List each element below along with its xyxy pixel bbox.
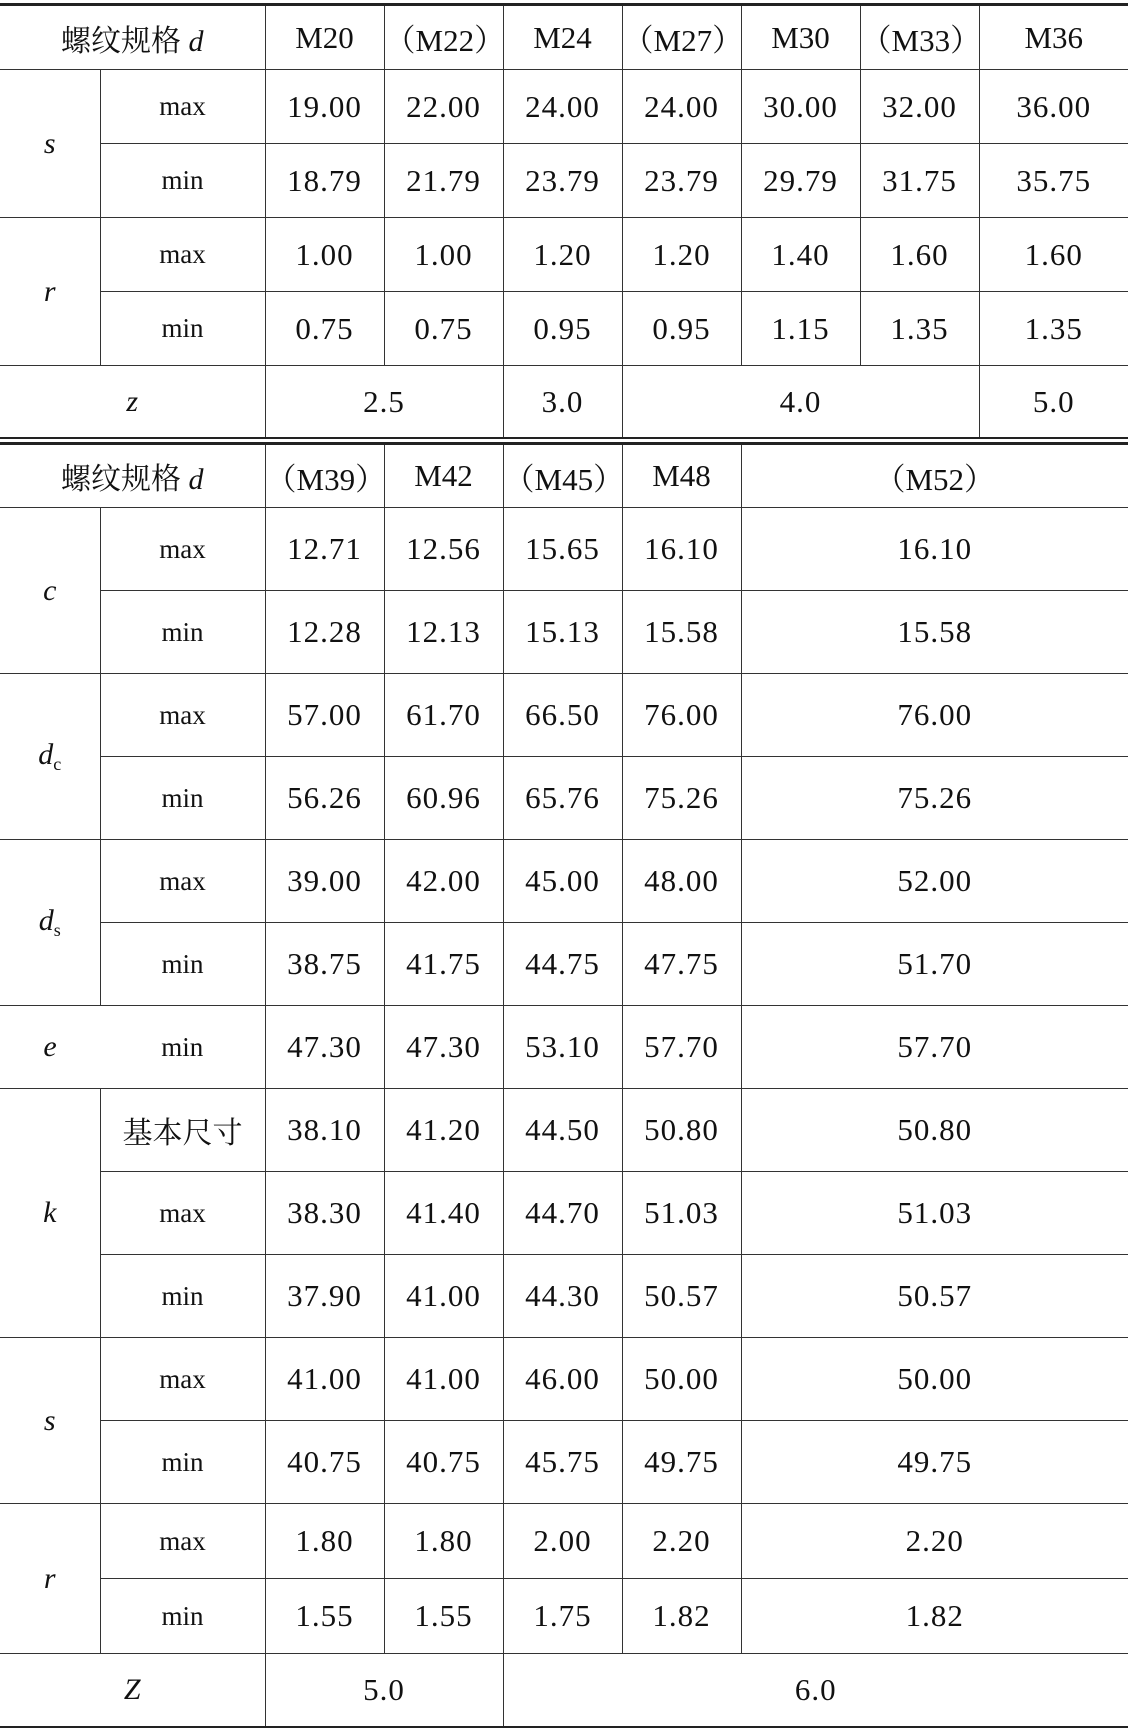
- value-cell: 1.82: [622, 1579, 741, 1654]
- value-cell: 0.95: [503, 292, 622, 366]
- value-cell: 39.00: [265, 840, 384, 923]
- value-cell: 35.75: [979, 144, 1128, 218]
- value-cell: 61.70: [384, 674, 503, 757]
- value-cell: 18.79: [265, 144, 384, 218]
- value-cell: 1.75: [503, 1579, 622, 1654]
- value-cell: 49.75: [741, 1421, 1128, 1504]
- value-cell: 5.0: [979, 366, 1128, 438]
- value-cell: 1.55: [384, 1579, 503, 1654]
- value-cell: 29.79: [741, 144, 860, 218]
- value-cell: 66.50: [503, 674, 622, 757]
- symbol-d: d: [38, 904, 54, 937]
- symbol-s: s: [0, 70, 100, 218]
- value-cell: 3.0: [503, 366, 622, 438]
- value-cell: 1.80: [265, 1504, 384, 1579]
- size-cell: （M45）: [503, 444, 622, 508]
- value-cell: 21.79: [384, 144, 503, 218]
- value-cell: 15.58: [622, 591, 741, 674]
- size-cell: （M52）: [741, 444, 1128, 508]
- symbol-ds: [0, 840, 100, 1006]
- value-cell: 2.00: [503, 1504, 622, 1579]
- value-cell: 46.00: [503, 1338, 622, 1421]
- row-label: max: [100, 1338, 265, 1421]
- table-row: [0, 840, 1128, 923]
- size-cell: （M33）: [860, 5, 979, 70]
- table-row: [0, 591, 1128, 674]
- table-row: [0, 1421, 1128, 1504]
- value-cell: 41.40: [384, 1172, 503, 1255]
- value-cell: 36.00: [979, 70, 1128, 144]
- row-label: max: [100, 674, 265, 757]
- table-row: [0, 1089, 1128, 1172]
- value-cell: 47.75: [622, 923, 741, 1006]
- table-row: [0, 366, 1128, 438]
- header-variable: d: [188, 463, 204, 496]
- row-label: min: [100, 591, 265, 674]
- table-row: [0, 144, 1128, 218]
- value-cell: 53.10: [503, 1006, 622, 1089]
- symbol-dc: [0, 674, 100, 840]
- value-cell: 2.5: [265, 366, 503, 438]
- value-cell: 1.82: [741, 1579, 1128, 1654]
- symbol-subscript: s: [53, 920, 61, 940]
- value-cell: 1.00: [265, 218, 384, 292]
- value-cell: 45.00: [503, 840, 622, 923]
- value-cell: 22.00: [384, 70, 503, 144]
- value-cell: 50.80: [741, 1089, 1128, 1172]
- row-label: max: [100, 70, 265, 144]
- symbol-s: s: [0, 1338, 100, 1504]
- value-cell: 51.03: [741, 1172, 1128, 1255]
- value-cell: 47.30: [265, 1006, 384, 1089]
- thread-spec-table-2: [0, 442, 1128, 1728]
- value-cell: 51.70: [741, 923, 1128, 1006]
- symbol-c: c: [0, 508, 100, 674]
- header-variable: d: [188, 24, 204, 58]
- value-cell: 16.10: [622, 508, 741, 591]
- symbol-Z: Z: [0, 1654, 265, 1727]
- table-row: [0, 674, 1128, 757]
- symbol-r: r: [0, 218, 100, 366]
- value-cell: 45.75: [503, 1421, 622, 1504]
- value-cell: 16.10: [741, 508, 1128, 591]
- row-label: max: [100, 218, 265, 292]
- value-cell: 49.75: [622, 1421, 741, 1504]
- value-cell: 2.20: [741, 1504, 1128, 1579]
- value-cell: 41.00: [265, 1338, 384, 1421]
- value-cell: 5.0: [265, 1654, 503, 1727]
- row-label: max: [100, 1172, 265, 1255]
- table-row: [0, 70, 1128, 144]
- value-cell: 1.20: [622, 218, 741, 292]
- value-cell: 38.75: [265, 923, 384, 1006]
- value-cell: 57.00: [265, 674, 384, 757]
- value-cell: 42.00: [384, 840, 503, 923]
- table-row: [0, 292, 1128, 366]
- value-cell: 40.75: [265, 1421, 384, 1504]
- row-label: max: [100, 840, 265, 923]
- value-cell: 31.75: [860, 144, 979, 218]
- value-cell: 2.20: [622, 1504, 741, 1579]
- value-cell: 37.90: [265, 1255, 384, 1338]
- table-row: [0, 757, 1128, 840]
- value-cell: 44.50: [503, 1089, 622, 1172]
- table-row: [0, 1172, 1128, 1255]
- table-row: [0, 444, 1128, 508]
- value-cell: 60.96: [384, 757, 503, 840]
- size-cell: M20: [265, 5, 384, 70]
- value-cell: 24.00: [503, 70, 622, 144]
- symbol-r: r: [0, 1504, 100, 1654]
- value-cell: 50.57: [622, 1255, 741, 1338]
- size-cell: M42: [384, 444, 503, 508]
- value-cell: 65.76: [503, 757, 622, 840]
- value-cell: 44.70: [503, 1172, 622, 1255]
- table-row: [0, 1579, 1128, 1654]
- value-cell: 1.55: [265, 1579, 384, 1654]
- table-row: [0, 1654, 1128, 1727]
- value-cell: 56.26: [265, 757, 384, 840]
- table-row: [0, 508, 1128, 591]
- value-cell: 15.58: [741, 591, 1128, 674]
- value-cell: 76.00: [622, 674, 741, 757]
- value-cell: 15.13: [503, 591, 622, 674]
- value-cell: 4.0: [622, 366, 979, 438]
- row-label: min: [100, 923, 265, 1006]
- value-cell: 12.56: [384, 508, 503, 591]
- value-cell: 57.70: [741, 1006, 1128, 1089]
- value-cell: 40.75: [384, 1421, 503, 1504]
- row-label: max: [100, 508, 265, 591]
- value-cell: 41.00: [384, 1338, 503, 1421]
- value-cell: 50.57: [741, 1255, 1128, 1338]
- header-label: 螺纹规格: [61, 24, 181, 58]
- value-cell: 1.60: [979, 218, 1128, 292]
- value-cell: 47.30: [384, 1006, 503, 1089]
- value-cell: 24.00: [622, 70, 741, 144]
- row-label: 基本尺寸: [100, 1089, 265, 1172]
- size-cell: （M27）: [622, 5, 741, 70]
- value-cell: 1.60: [860, 218, 979, 292]
- value-cell: 6.0: [503, 1654, 1128, 1727]
- value-cell: 23.79: [503, 144, 622, 218]
- value-cell: 38.30: [265, 1172, 384, 1255]
- row-label: max: [100, 1504, 265, 1579]
- header-label: 螺纹规格: [61, 463, 181, 496]
- table-row: [0, 1006, 1128, 1089]
- value-cell: 1.20: [503, 218, 622, 292]
- thread-spec-header: [0, 444, 265, 508]
- value-cell: 50.00: [622, 1338, 741, 1421]
- value-cell: 0.95: [622, 292, 741, 366]
- table-row: [0, 923, 1128, 1006]
- table-row: [0, 1504, 1128, 1579]
- row-label: min: [100, 757, 265, 840]
- table-row: [0, 218, 1128, 292]
- value-cell: 1.35: [979, 292, 1128, 366]
- value-cell: 1.40: [741, 218, 860, 292]
- thread-spec-header: [0, 5, 265, 70]
- row-label: min: [100, 1255, 265, 1338]
- value-cell: 0.75: [384, 292, 503, 366]
- value-cell: 41.75: [384, 923, 503, 1006]
- value-cell: 75.26: [622, 757, 741, 840]
- value-cell: 50.00: [741, 1338, 1128, 1421]
- value-cell: 1.00: [384, 218, 503, 292]
- value-cell: 12.28: [265, 591, 384, 674]
- value-cell: 1.35: [860, 292, 979, 366]
- thread-spec-table-1: [0, 3, 1128, 438]
- value-cell: 12.13: [384, 591, 503, 674]
- value-cell: 32.00: [860, 70, 979, 144]
- value-cell: 1.15: [741, 292, 860, 366]
- value-cell: 15.65: [503, 508, 622, 591]
- value-cell: 57.70: [622, 1006, 741, 1089]
- value-cell: 48.00: [622, 840, 741, 923]
- value-cell: 76.00: [741, 674, 1128, 757]
- table-row: [0, 5, 1128, 70]
- value-cell: 41.00: [384, 1255, 503, 1338]
- row-label: min: [100, 292, 265, 366]
- row-label: min: [100, 1006, 265, 1089]
- symbol-z: z: [0, 366, 265, 438]
- size-cell: （M39）: [265, 444, 384, 508]
- size-cell: M36: [979, 5, 1128, 70]
- value-cell: 44.30: [503, 1255, 622, 1338]
- symbol-d: d: [38, 738, 54, 771]
- value-cell: 30.00: [741, 70, 860, 144]
- row-label: min: [100, 1579, 265, 1654]
- value-cell: 44.75: [503, 923, 622, 1006]
- value-cell: 38.10: [265, 1089, 384, 1172]
- table-separator: [0, 437, 1128, 439]
- value-cell: 12.71: [265, 508, 384, 591]
- size-cell: M24: [503, 5, 622, 70]
- row-label: min: [100, 144, 265, 218]
- table-row: [0, 1255, 1128, 1338]
- row-label: min: [100, 1421, 265, 1504]
- value-cell: 52.00: [741, 840, 1128, 923]
- value-cell: 1.80: [384, 1504, 503, 1579]
- value-cell: 0.75: [265, 292, 384, 366]
- value-cell: 75.26: [741, 757, 1128, 840]
- value-cell: 41.20: [384, 1089, 503, 1172]
- symbol-k: k: [0, 1089, 100, 1338]
- size-cell: M30: [741, 5, 860, 70]
- value-cell: 51.03: [622, 1172, 741, 1255]
- size-cell: M48: [622, 444, 741, 508]
- table-row: [0, 1338, 1128, 1421]
- value-cell: 50.80: [622, 1089, 741, 1172]
- value-cell: 23.79: [622, 144, 741, 218]
- size-cell: （M22）: [384, 5, 503, 70]
- value-cell: 19.00: [265, 70, 384, 144]
- symbol-e: e: [0, 1006, 100, 1089]
- symbol-subscript: c: [53, 754, 62, 774]
